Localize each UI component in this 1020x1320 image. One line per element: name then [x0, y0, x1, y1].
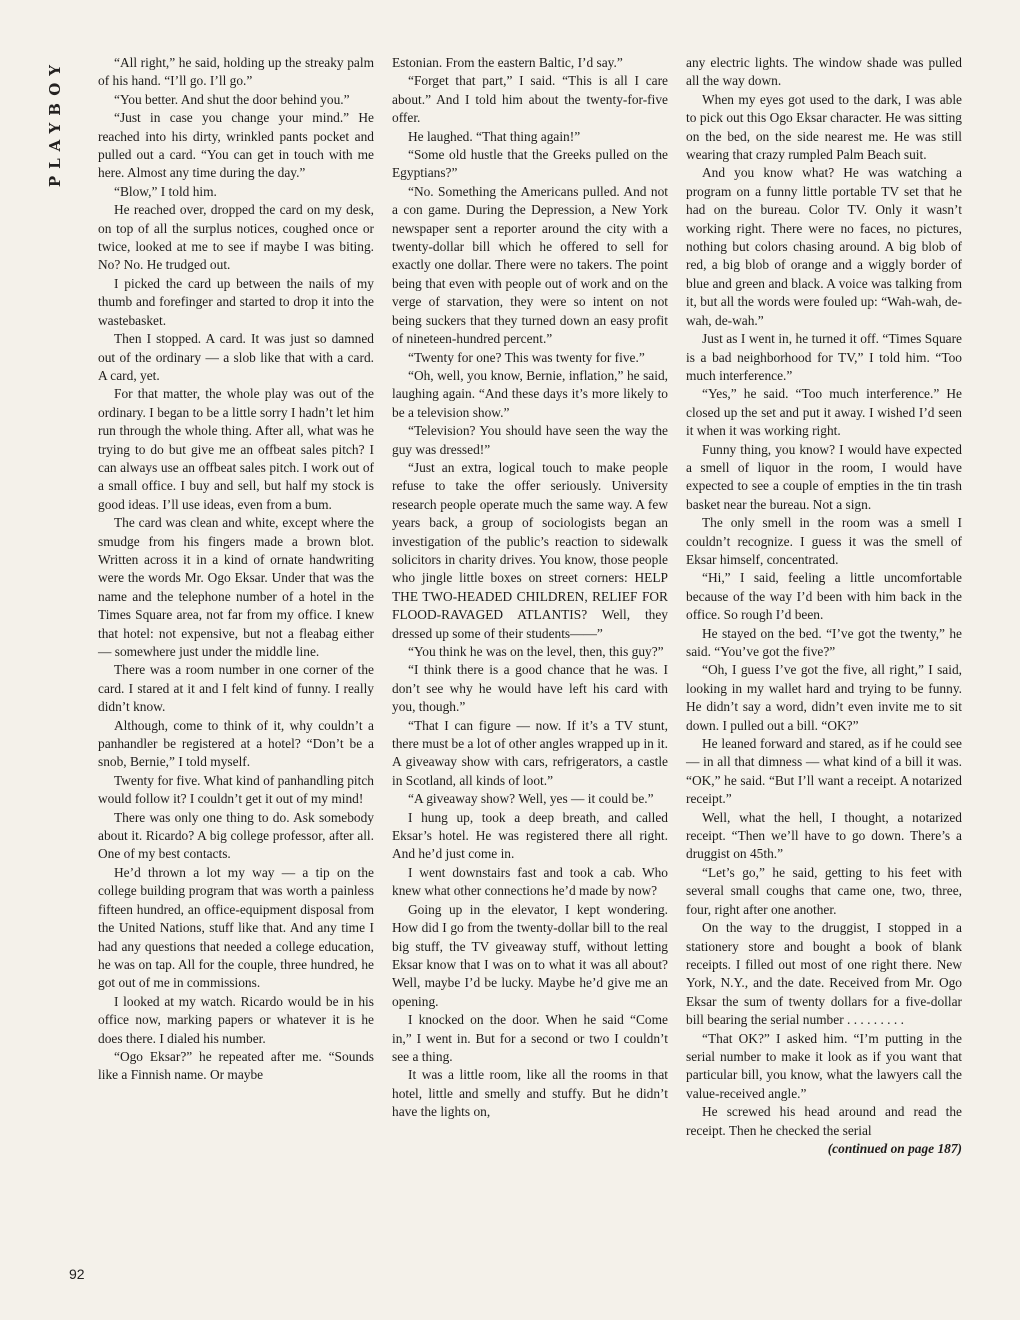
paragraph: “Let’s go,” he said, getting to his feet with several small coughs that came one, two, three, four, right after one another. [686, 864, 962, 917]
paragraph: “You think he was on the level, then, this guy?” [408, 644, 664, 659]
paragraph: He laughed. “That thing again!” [408, 128, 581, 144]
paragraph: I knocked on the door. When he said “Come in,” I went in. But for a second or two I couldn’t see a thing. [392, 1012, 668, 1064]
paragraph: “That OK?” I asked him. “I’m putting in the serial number to make it look as if you want that particular bill, you know, what the lawyers call the value-received angle.” [686, 1030, 962, 1101]
paragraph: Then I stopped. A card. It was just so damned out of the ordinary — a slob like that with a card. A card, yet. [98, 331, 374, 383]
paragraph: There was a room number in one corner of the card. I stared at it and I felt kind of funny. I really didn’t know. [98, 662, 374, 715]
paragraph: “No. Something the Americans pulled. And not a con game. During the Depression, a New York newspaper sent a reporter around the city with a twenty-dollar bill which he offered to sell for exactly one dollar. There were no takers. The point being that even with people out of work and on the verge of starvation, they were so intent on not being suckers that they turned down an easy profit of nineteen-hundred percent.” [392, 183, 668, 347]
paragraph: Although, come to think of it, why couldn’t a panhandler be registered at a hotel? “Don’t be a snob, Bernie,” I told myself. [98, 717, 374, 770]
paragraph: He’d thrown a lot my way — a tip on the college building program that was worth a painless fifteen hundred, an office-equipment disposal from the United Nations, stuff like that. And any time I had any questions that needed a college education, he was on tap. All for the couple, three hundred, he got out of me in commissions. [98, 864, 374, 991]
paragraph: On the way to the druggist, I stopped in a stationery store and bought a book of blank receipts. I filled out most of one right there. New York, N.Y., and the date. Received from Mr. Ogo Eksar the sum of twenty dollars for a five-dollar bill bearing the serial number . . . . . . . . . [686, 920, 962, 1028]
magazine-masthead: PLAYBOY [46, 58, 64, 188]
paragraph: “Twenty for one? This was twenty for five.” [408, 349, 645, 365]
paragraph: I picked the card up between the nails of my thumb and forefinger and started to drop it into the wastebasket. [98, 275, 374, 328]
text-column-2 [392, 54, 668, 1122]
paragraph: For that matter, the whole play was out of the ordinary. I began to be a little sorry I hadn’t let him run through the whole thing. After all, what was he trying to do but give me an offbeat sales pitch? I can always use an offbeat sales pitch. I work out of a small office. I buy and sell, but half my stock is good ideas. I’ll use ideas, even from a bum. [98, 386, 374, 512]
paragraph: “Blow,” I told him. [114, 183, 217, 199]
paragraph: “I think there is a good chance that he was. I don’t see why he would have left his card with you, though.” [392, 662, 668, 715]
paragraph: Estonian. From the eastern Baltic, I’d say.” [392, 55, 623, 70]
paragraph: When my eyes got used to the dark, I was able to pick out this Ogo Eksar character. He was sitting on the bed, on the side nearest me. He was still wearing that crazy rumpled Palm Beach suit. [686, 91, 962, 163]
paragraph: “Hi,” I said, feeling a little uncomfortable because of the way I’d been with him back in the office. So rough I’d been. [686, 570, 962, 623]
text-column-1 [98, 54, 374, 1085]
paragraph: “Some old hustle that the Greeks pulled on the Egyptians?” [392, 147, 668, 181]
paragraph: He stayed on the bed. “I’ve got the twenty,” he said. “You’ve got the five?” [686, 625, 962, 659]
paragraph: any electric lights. The window shade was pulled all the way down. [686, 55, 962, 89]
paragraph: “Yes,” he said. “Too much interference.” He closed up the set and put it away. I wished I’d seen it when it was working right. [686, 386, 962, 439]
paragraph: “Ogo Eksar?” he repeated after me. “Sounds like a Finnish name. Or maybe [98, 1048, 374, 1083]
paragraph: Funny thing, you know? I would have expected a smell of liquor in the room, I would have expected to see a couple of empties in the tin trash basket near the bureau. Not a sign. [686, 441, 962, 512]
paragraph: “Television? You should have seen the way the guy was dressed!” [392, 423, 668, 457]
paragraph: Going up in the elevator, I kept wondering. How did I go from the twenty-dollar bill to the real big stuff, the TV giveaway stuff, without letting Eksar know that I was on to what it was all about? Well, maybe I’d be lucky. Maybe he’d give me an opening. [392, 901, 668, 1009]
text-column-3 [686, 54, 962, 1158]
paragraph: The only smell in the room was a smell I couldn’t recognize. I guess it was the smell of Eksar himself, concentrated. [686, 515, 962, 567]
paragraph: I looked at my watch. Ricardo would be in his office now, marking papers or whatever it is he does there. I dialed his number. [98, 993, 374, 1046]
paragraph: “Oh, well, you know, Bernie, inflation,” he said, laughing again. “And these days it’s more likely to be a television show.” [392, 367, 668, 420]
continued-on-page-note: (continued on page 187) [827, 1140, 962, 1156]
paragraph: He reached over, dropped the card on my desk, on top of all the surplus notices, coughed once or twice, looked at me to see if maybe I was biting. No? No. He trudged out. [98, 202, 374, 273]
paragraph: “A giveaway show? Well, yes — it could be.” [408, 791, 654, 807]
paragraph: And you know what? He was watching a program on a funny little portable TV set that he had on the bureau. Color TV. Only it wasn’t working right. There were no faces, no pictures, nothing but colors chasing around. A big blob of red, a big blob of orange and a wiggly border of blue and green and black. A voice was talking from it, but all the words were fouled up: “Wah-wah, de-wah, de-wah.” [686, 165, 962, 328]
paragraph: Twenty for five. What kind of panhandling pitch would follow it? I couldn’t get it out of my mind! [98, 772, 374, 807]
paragraph: I hung up, took a deep breath, and called Eksar’s hotel. He was registered there all right. And he’d just come in. [392, 809, 668, 862]
paragraph: Just as I went in, he turned it off. “Times Square is a bad neighborhood for TV,” I told him. “Too much interference.” [686, 331, 962, 383]
page-number: 92 [69, 1266, 85, 1282]
paragraph: “You better. And shut the door behind you.” [114, 91, 350, 107]
paragraph: “Oh, I guess I’ve got the five, all right,” I said, looking in my wallet hard and trying to be funny. He didn’t say a word, didn’t even invite me to sit down. I pulled out a bill. “OK?” [686, 662, 962, 733]
paragraph: “That I can figure — now. If it’s a TV stunt, there must be a lot of other angles wrapped up in it. A giveaway show with cars, refrigerators, a castle in Scotland, all kinds of loot.” [392, 717, 668, 788]
paragraph: Well, what the hell, I thought, a notarized receipt. “Then we’ll have to go down. There’s a druggist on 45th.” [686, 809, 962, 862]
paragraph: “All right,” he said, holding up the streaky palm of his hand. “I’ll go. I’ll go.” [98, 55, 374, 89]
paragraph: “Just in case you change your mind.” He reached into his dirty, wrinkled pants pocket and pulled out a card. “You can get in touch with me here. Almost any time during the day.” [98, 110, 374, 181]
paragraph: There was only one thing to do. Ask somebody about it. Ricardo? A big college professor, after all. One of my best contacts. [98, 809, 374, 862]
paragraph: I went downstairs fast and took a cab. Who knew what other connections he’d made by now? [392, 864, 668, 899]
paragraph: It was a little room, like all the rooms in that hotel, little and smelly and stuffy. But he didn’t have the lights on, [392, 1067, 668, 1120]
paragraph: He leaned forward and stared, as if he could see — in all that dimness — what kind of a bill it was. “OK,” he said. “But I’ll want a receipt. A notarized receipt.” [686, 736, 962, 807]
paragraph: He screwed his head around and read the receipt. Then he checked the serial [686, 1104, 962, 1138]
paragraph: “Just an extra, logical touch to make people refuse to take the offer seriously. University research people operate much the same way. A few years back, a group of sociologists began an investigation of the public’s reaction to sidewalk solicitors in charity drives. You know, those people who jingle little boxes on street corners: HELP THE TWO-HEADED CHILDREN, RELIEF FOR FLOOD-RAVAGED ATLANTIS? Well, they dressed up some of their students——” [392, 459, 668, 641]
paragraph: The card was clean and white, except where the smudge from his fingers made a brown blot. Written across it in a kind of ornate handwriting were the words Mr. Ogo Eksar. Under that was the name and the telephone number of a hotel in the Times Square area, not far from my office. I knew that hotel: not expensive, but not a fleabag either — somewhere just under the middle line. [98, 515, 374, 659]
paragraph: “Forget that part,” I said. “This is all I care about.” And I told him about the twenty-for-five offer. [392, 73, 668, 126]
